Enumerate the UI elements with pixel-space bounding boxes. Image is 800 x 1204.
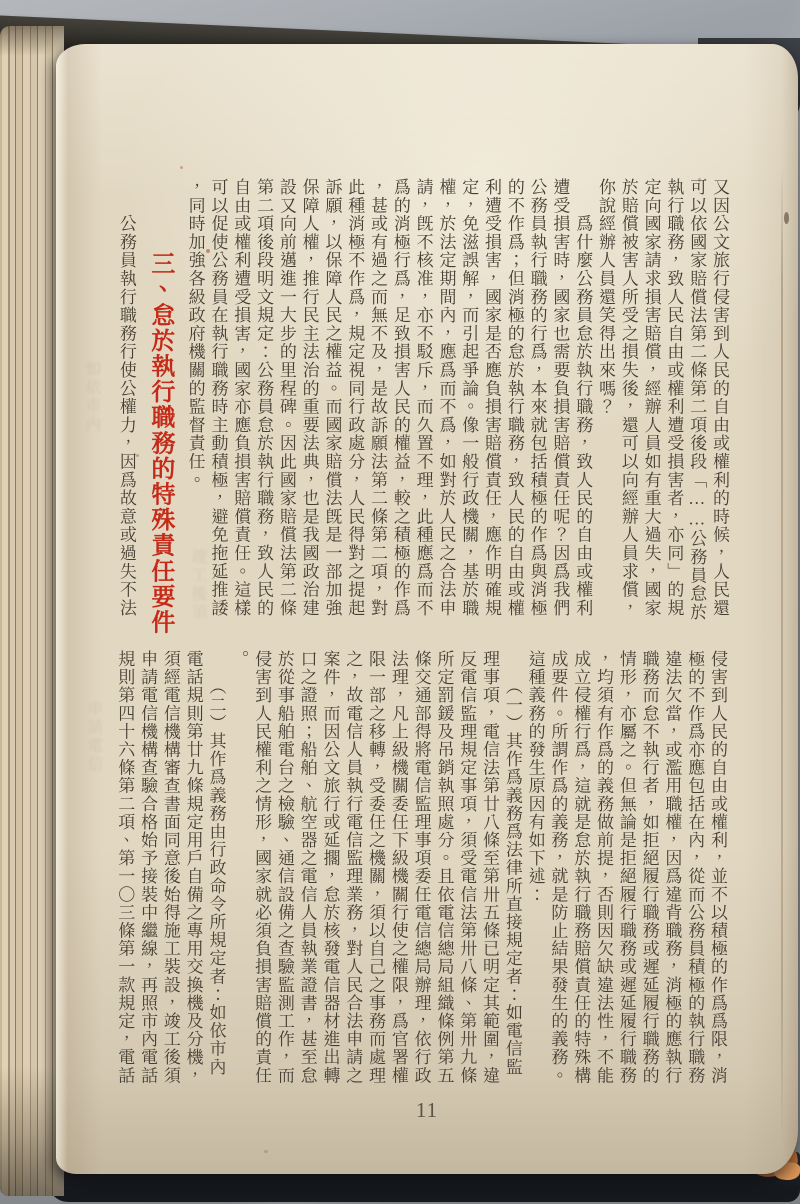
page-edge-notch [784, 212, 789, 224]
text-column: 案件，而因公文旅行或延擱，怠於核發電信器材進出轉 [320, 650, 340, 1085]
text-column: （一）其作爲義務爲法律所直接規定者：如電信監 [502, 650, 522, 1076]
text-column: 法理，凡上級機關委任下級機關行使之權限，爲官署權 [388, 650, 408, 1085]
text-column: ，同時加強各級政府機關的監督責任。 [185, 178, 205, 490]
text-column: 可以促使公務員在執行職務時主動積極，避免拖延推諉 [208, 178, 228, 618]
text-column: 條交通部得將電信監理事項委任電信總局辦理，依行政 [411, 650, 431, 1085]
stain-spot [264, 1150, 268, 1153]
text-column: 爲的消極行爲，足致損害人民的權益，較之積極的作爲 [390, 178, 410, 618]
text-column: 保障人權，推行民主法治的重要法典，也是我國政治建 [299, 178, 319, 618]
text-column: 。 [229, 650, 249, 669]
ghost-showthrough-text: 申請電信 [85, 700, 102, 774]
text-column: 反電信監理規定事項，須受電信法第卅八條、第卅九條 [457, 650, 477, 1085]
text-column: ，均須有作爲的義務做前提，否則因欠缺違法性，不能 [594, 650, 614, 1085]
text-column: 又因公文旅行侵害到人民的自由或權利的時候，人民還 [710, 178, 729, 618]
text-column: 申請電信機構查驗合格始予接裝中繼線，再照市內電話 [138, 650, 158, 1085]
text-column: 口之證照；船舶、航空器之電信人員執業證書，甚至怠 [297, 650, 317, 1085]
text-column: 權，於法定期間內，應爲而不爲，如對於人民之合法申 [436, 178, 456, 618]
text-column: 的不作爲；但消極的怠於執行職務，致人民的自由或權 [504, 178, 524, 618]
text-column: 爲什麼公務員怠於執行職務，致人民的自由或權利 [573, 178, 593, 618]
text-column: 之，故電信人員執行電信監理業務，對人民合法申請之 [343, 650, 363, 1085]
text-column: 這種義務的發生原因有如下述： [525, 650, 545, 904]
text-column: ，甚或有過之而無不及，是故訴願法第二條第二項，對 [368, 178, 388, 618]
text-column: 電話規則第廿九條規定用戶自備之專用交換機及分機， [183, 650, 203, 1085]
page-stack-fore-edge [0, 26, 64, 1196]
text-column: 第二項後段明文規定：公務員怠於執行職務，致人民的 [254, 178, 274, 618]
text-column: 理事項，電信法第廿八條至第卅五條已明定其範圍，違 [480, 650, 500, 1085]
text-column: 於從事船舶電台之檢驗、通信設備之查驗監測工作，而 [274, 650, 294, 1085]
section-heading: 三、怠於執行職務的特殊責任要件 [146, 251, 173, 635]
text-column: 定，免滋誤解，而引起爭論。像一般行政機關，基於職 [459, 178, 479, 618]
text-band-lower [112, 650, 728, 1086]
text-column: 所定罰鍰及吊銷執照處分。且依電信總局組織條例第五 [434, 650, 454, 1085]
ghost-showthrough-text: 如依市內 [83, 360, 100, 434]
text-column: 成立侵權行爲，這就是怠於執行職務賠償責任的特殊構 [571, 650, 591, 1085]
text-column: 訴願，以保障人民之權益。而國家賠償法旣是一部加強 [322, 178, 342, 618]
text-column: 極的不作爲亦應包括在內，從而公務員積極的執行職務 [685, 650, 705, 1085]
text-column: 執行職務，致人民自由或權利遭受損害者，亦同」的規 [664, 178, 684, 618]
text-column: 遭受損害時，國家也需要負損害賠償責任呢？因爲我們 [550, 178, 570, 618]
text-column: 須經電信機構審查書面同意後始得施工裝設，竣工後須 [160, 650, 180, 1085]
text-column: 定向國家請求損害賠償，經辦人員如有重大過失，國家 [641, 178, 661, 618]
text-column: 請，旣不核准，亦不駁斥，而久置不理，此種應爲而不 [413, 178, 433, 618]
text-column: 情形，亦屬之。但無論是拒絕履行職務或遲延履行職務 [616, 650, 636, 1085]
text-column: 規則第四十六條第二項、第一〇三條第一款規定，電話 [115, 650, 135, 1085]
ghost-showthrough-text: 竣工後須 [189, 548, 206, 622]
text-column: 可以依國家賠償法第二條第二項後段「……公務員怠於 [687, 178, 707, 622]
text-column: 限一部之移轉，受委任之機關，須以自己之事務而處理 [366, 650, 386, 1085]
text-column: 利遭受損害，國家是否應負損害賠償責任，應作明確規 [482, 178, 502, 618]
text-column: 違法欠當，或濫用職權，因爲違背職務，消極的應執行 [662, 650, 682, 1085]
text-column: 侵害到人民的自由或權利，並不以積極的作爲爲限，消 [708, 650, 727, 1085]
text-column: 成要件。所謂作爲的義務，就是防止結果發生的義務。 [548, 650, 568, 1085]
page-crease [781, 164, 783, 1144]
text-column: 公務員執行職務行使公權力，因爲故意或過失不法 [116, 178, 136, 618]
text-column: 侵害到人民權利之情形，國家就必須負損害賠償的責任 [252, 650, 272, 1085]
text-column: 職務而怠不執行者，如拒絕履行職務或遲延履行職務的 [639, 650, 659, 1085]
text-column: 此種消極不作爲，規定視同行政處分，人民得對之提起 [345, 178, 365, 618]
stain-spot [180, 166, 183, 169]
text-column: 於賠償被害人所受之損失後，還可以向經辦人員求償， [618, 178, 638, 618]
text-column: 設又向前邁進一大步的里程碑。因此國家賠償法第二條 [276, 178, 296, 618]
text-column: 公務員執行職務的行爲，本來就包括積極的作爲與消極 [527, 178, 547, 618]
text-column: 你說經辦人員還笑得出來嗎？ [596, 178, 616, 416]
page-number: 11 [415, 1098, 439, 1122]
text-column: 自由或權利遭受損害，國家亦應負損害賠償責任。這樣 [231, 178, 251, 618]
text-column: （二）其作爲義務由行政命令所規定者：如依市內 [206, 650, 226, 1076]
text-band-upper [114, 178, 730, 635]
